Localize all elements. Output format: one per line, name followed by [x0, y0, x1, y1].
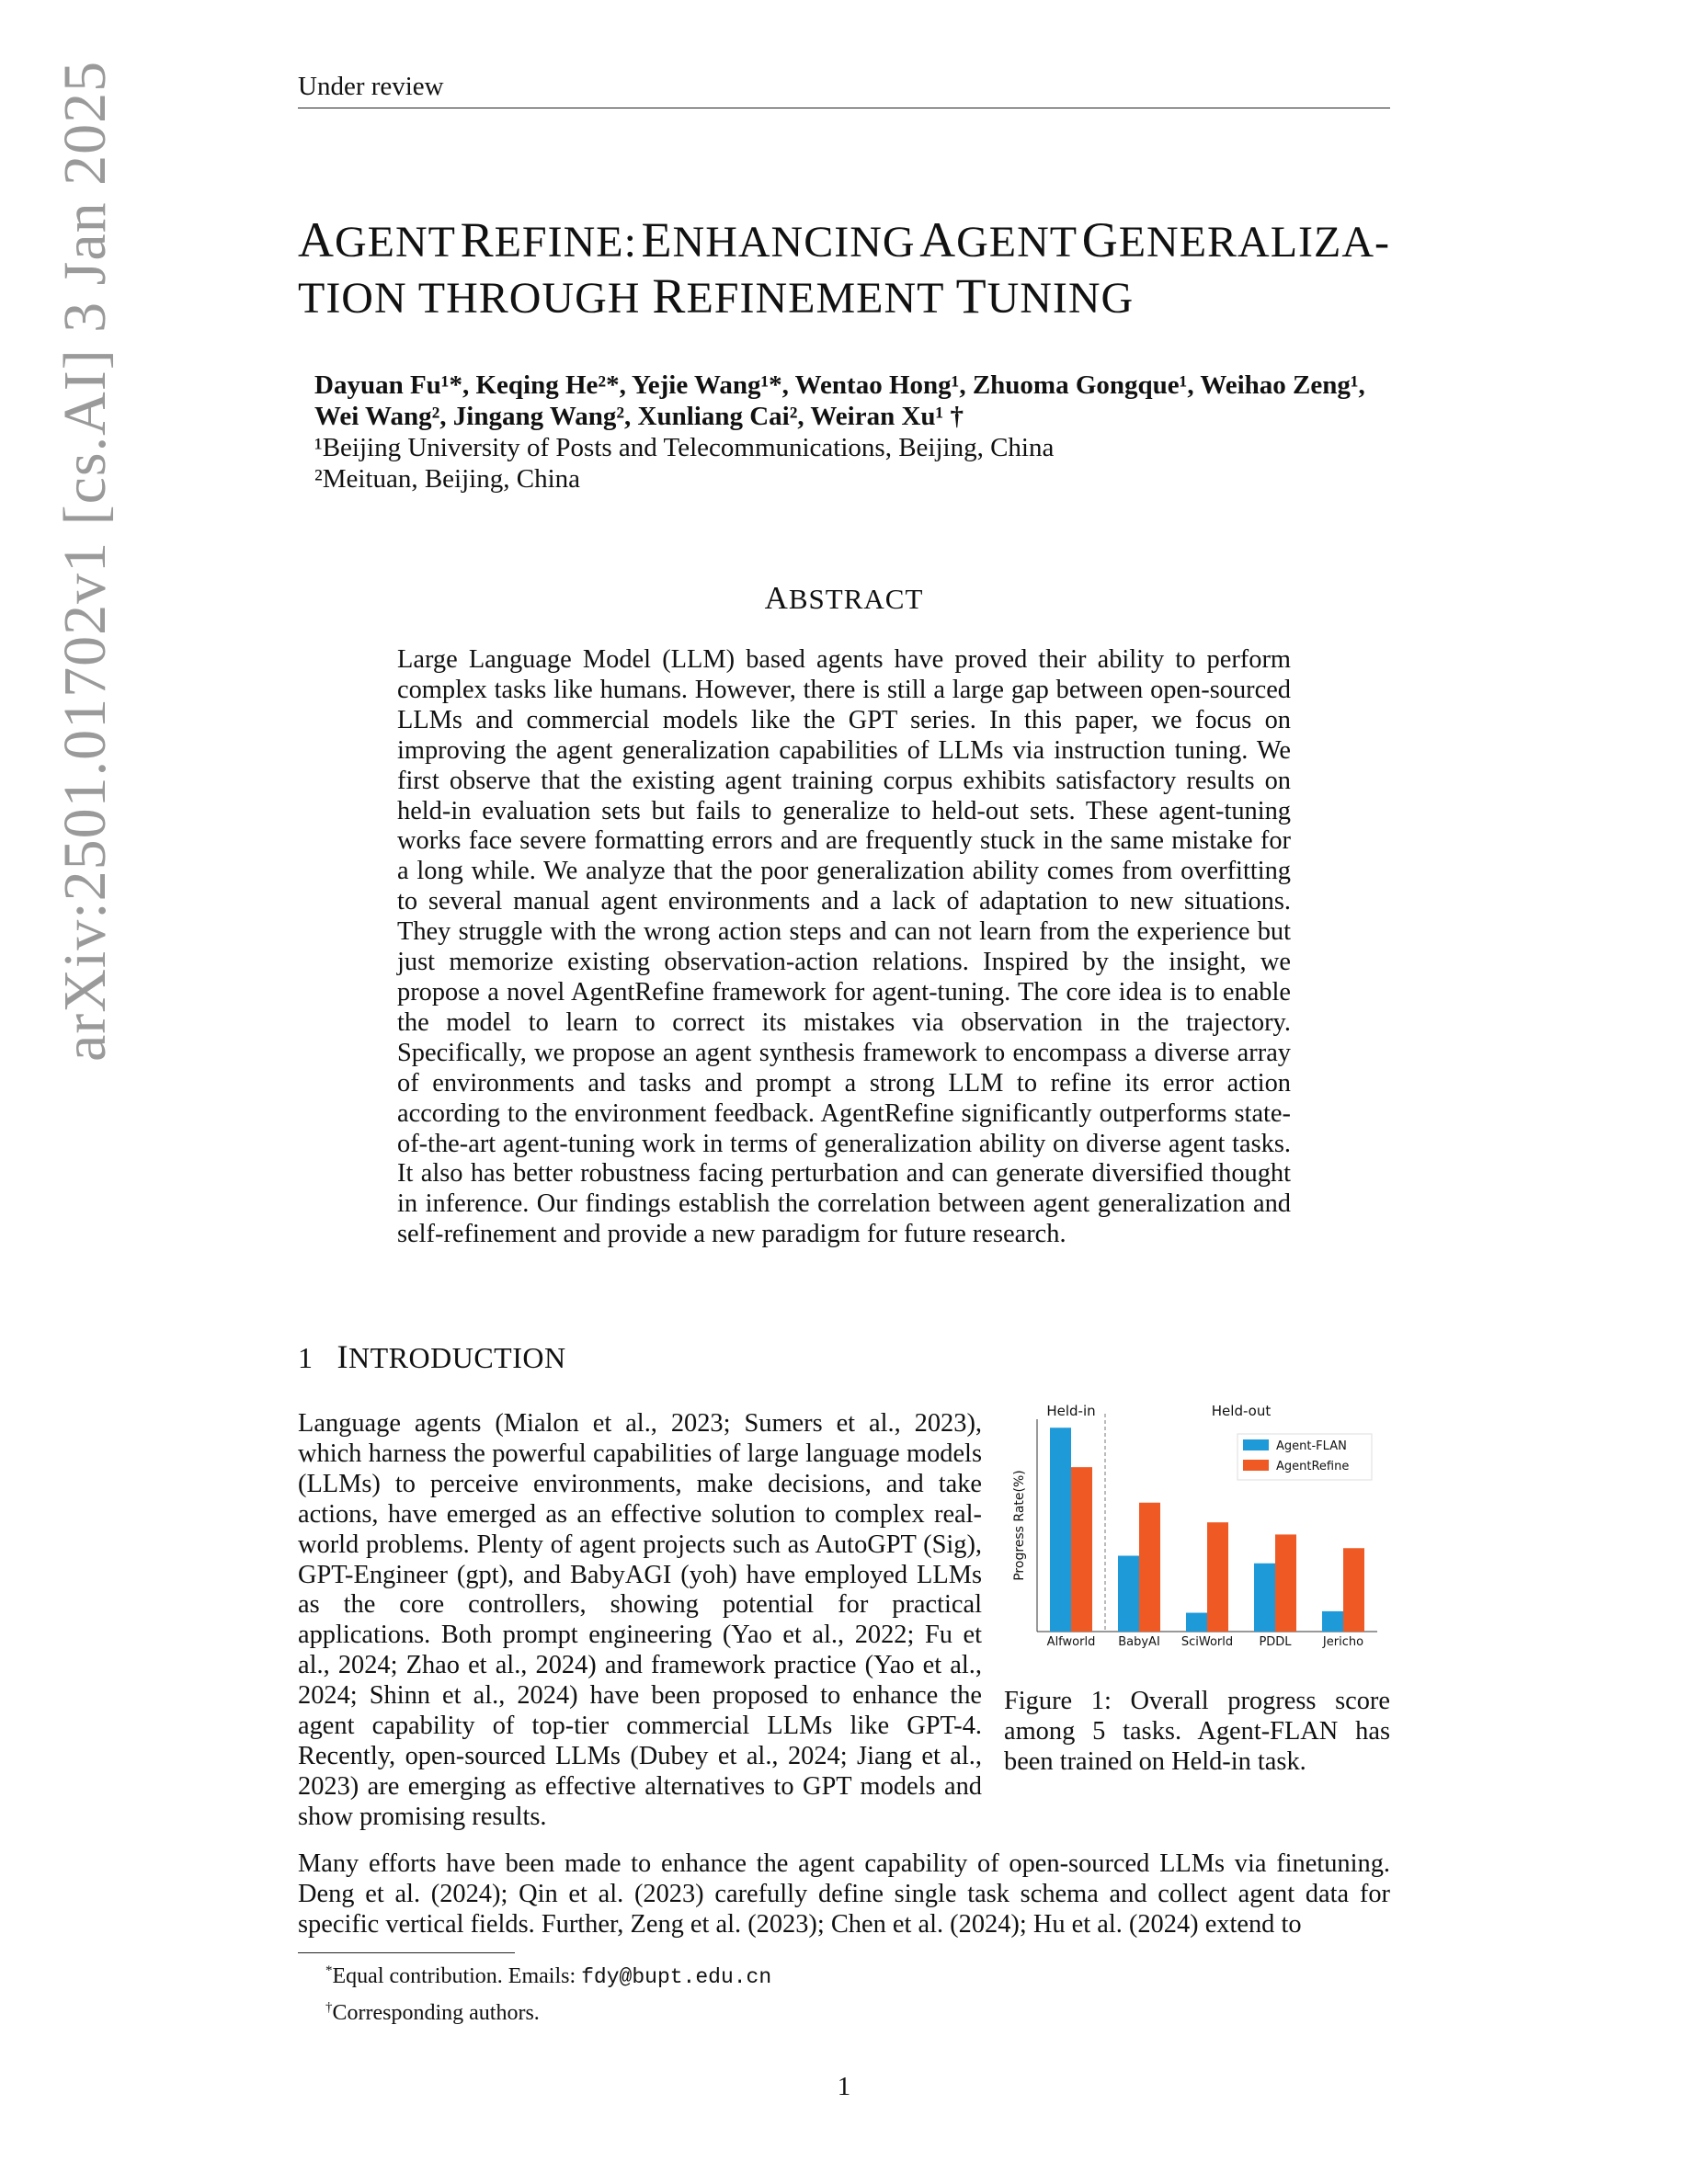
- footnotes: [325, 1956, 1153, 2029]
- x-tick-label: Jericho: [1322, 1635, 1364, 1649]
- bar-agent-flan-sciworld: [1186, 1613, 1207, 1632]
- arxiv-sidebar-stamp: arXiv:2501.01702v1 [cs.AI] 3 Jan 2025: [51, 60, 119, 1062]
- bar-agentrefine-sciworld: [1207, 1522, 1228, 1632]
- author-names: [314, 370, 1395, 432]
- figure-1-caption: Figure 1: Overall progress score among 5 tasks. Agent-FLAN has been trained on Held-in task.: [1004, 1687, 1390, 1776]
- affiliation-2: ²Meituan, Beijing, China: [314, 464, 580, 494]
- bar-agent-flan-jericho: [1322, 1611, 1343, 1632]
- bar-agentrefine-pddl: [1275, 1534, 1296, 1632]
- bar-agentrefine-babyai: [1139, 1503, 1160, 1632]
- intro-paragraph-1: Language agents (Mialon et al., 2023; Sumers et al., 2023), which harness the powerful capabilities of large language models (LLMs) to perceive environments, make decisions, and take actions, have emerged as an effective solution to complex real-world problems. Plenty of agent projects such as AutoGPT (Sig), GPT-Engineer (gpt), and BabyAGI (yoh) have employed LLMs as the core controllers, showing potential for practical applications. Both prompt engineering (Yao et al., 2022; Fu et al., 2024; Zhao et al., 2024) and framework practice (Yao et al., 2024; Shinn et al., 2024) have been proposed to enhance the agent capability of top-tier commercial LLMs like GPT-4. Recently, open-sourced LLMs (Dubey et al., 2024; Jiang et al., 2023) are emerging as effective alternatives to GPT models and show promising results.: [298, 1409, 982, 1831]
- bar-agent-flan-babyai: [1118, 1556, 1139, 1632]
- title-word: AGENT: [919, 212, 1078, 267]
- running-header: Under review: [298, 72, 1390, 108]
- section-heading-introduction: 1 INTRODUCTION: [298, 1338, 566, 1375]
- x-tick-label: Alfworld: [1046, 1635, 1096, 1649]
- title-word: REFINE:: [460, 212, 637, 267]
- legend-swatch: [1243, 1439, 1269, 1450]
- title-word: AGENT: [298, 212, 456, 267]
- y-axis-label: Progress Rate(%): [1012, 1470, 1027, 1581]
- x-tick-label: SciWorld: [1180, 1635, 1234, 1649]
- author-line-2: Wei Wang², Jingang Wang², Xunliang Cai², Weiran Xu¹ †: [314, 402, 964, 431]
- bar-agent-flan-alfworld: [1050, 1428, 1071, 1632]
- abstract-heading: ABSTRACT: [764, 580, 924, 616]
- group-label-held-out: Held-out: [1211, 1403, 1272, 1419]
- page-number: 1: [837, 2072, 851, 2101]
- footnote-rule: [298, 1952, 515, 1953]
- affiliation-1: ¹Beijing University of Posts and Telecommunications, Beijing, China: [314, 433, 1055, 462]
- footnote-corresponding: †Corresponding authors.: [325, 2000, 540, 2025]
- paper-title: [298, 213, 1390, 325]
- legend-entry: AgentRefine: [1276, 1460, 1350, 1473]
- group-label-held-in: Held-in: [1046, 1403, 1096, 1419]
- author-line-1: Dayuan Fu¹*, Keqing He²*, Yejie Wang¹*, Wentao Hong¹, Zhuoma Gongque¹, Weihao Zeng¹,: [314, 370, 1365, 400]
- title-word: ENHANCING: [641, 212, 916, 267]
- chart-svg: [1000, 1399, 1396, 1675]
- title-word: GENERALIZA-: [1081, 212, 1390, 267]
- figure-1-bar-chart: [1000, 1399, 1396, 1675]
- bar-agentrefine-alfworld: [1071, 1467, 1092, 1632]
- bar-agent-flan-pddl: [1254, 1564, 1275, 1632]
- title-line-2: TION THROUGH REFINEMENT TUNING: [298, 268, 1135, 324]
- x-tick-label: BabyAI: [1118, 1635, 1160, 1649]
- x-tick-label: PDDL: [1259, 1635, 1292, 1649]
- footnote-equal-contribution: *Equal contribution. Emails: fdy@bupt.edu.cn: [325, 1963, 772, 1989]
- abstract-text: Large Language Model (LLM) based agents have proved their ability to perform complex tasks like humans. However, there is still a large gap between open-sourced LLMs and commercial models like the GPT series. In this paper, we focus on improving the agent generalization capabilities of LLMs via instruction tuning. We first observe that the existing agent training corpus exhibits satisfactory results on held-in evaluation sets but fails to generalize to held-out sets. These agent-tuning works face severe formatting errors and are frequently stuck in the same mistake for a long while. We analyze that the poor generalization ability comes from overfitting to several manual agent environments and a lack of adaptation to new situations. They struggle with the wrong action steps and can not learn from the experience but just memorize existing observation-action relations. Inspired by the insight, we propose a novel AgentRefine framework for agent-tuning. The core idea is to enable the model to learn to correct its mistakes via observation in the trajectory. Specifically, we propose an agent synthesis framework to encompass a diverse array of environments and tasks and prompt a strong LLM to refine its error action according to the environment feedback. AgentRefine significantly outperforms state-of-the-art agent-tuning work in terms of generalization ability on diverse agent tasks. It also has better robustness facing perturbation and can generate diversified thought in inference. Our findings establish the correlation between agent generalization and self-refinement and provide a new paradigm for future research.: [397, 645, 1291, 1249]
- legend-entry: Agent-FLAN: [1276, 1439, 1347, 1453]
- author-block: [314, 370, 1395, 495]
- email-address: fdy@bupt.edu.cn: [581, 1965, 772, 1989]
- title-line-1: [298, 213, 1390, 269]
- bar-agentrefine-jericho: [1343, 1548, 1364, 1632]
- intro-paragraph-2: Many efforts have been made to enhance the agent capability of open-sourced LLMs via finetuning. Deng et al. (2024); Qin et al. (2023) carefully define single task schema and collect agent data for specific vertical fields. Further, Zeng et al. (2023); Chen et al. (2024); Hu et al. (2024) extend to: [298, 1849, 1390, 1939]
- legend-swatch: [1243, 1460, 1269, 1471]
